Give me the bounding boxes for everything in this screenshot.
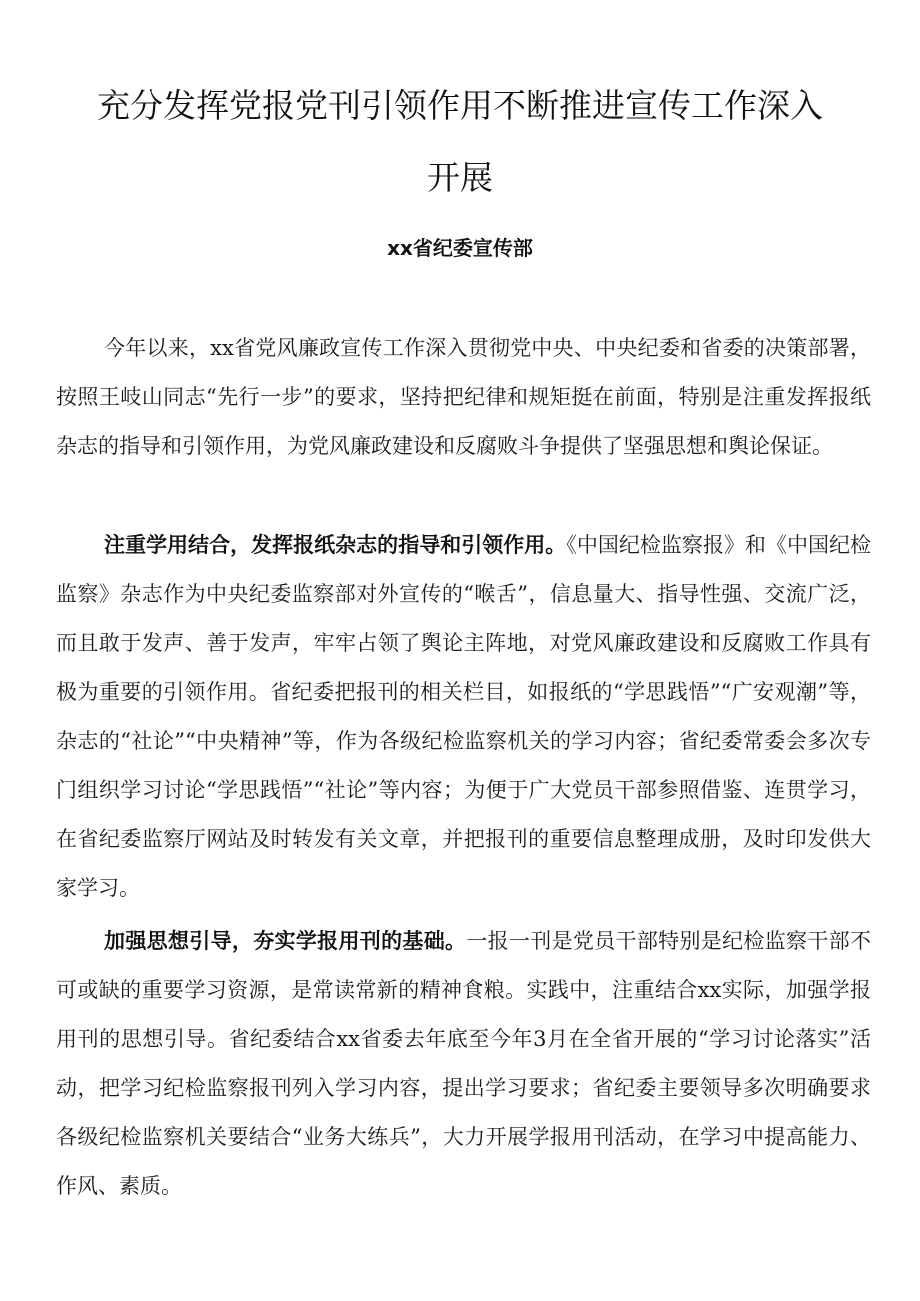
document-author: xx省纪委宣传部 — [387, 236, 533, 260]
paragraph-2 — [56, 521, 871, 913]
paragraph-lead: 注重学用结合，发挥报纸杂志的指导和引领作用。 — [104, 533, 567, 557]
document-title-line-2: 开展 — [427, 158, 493, 197]
paragraph-text: 《中国纪检监察报》和《中国纪检监察》杂志作为中央纪委监察部对外宣传的“喉舌”，信息量大、指导性强、交流广泛，而且敢于发声、善于发声，牢牢占领了舆论主阵地，对党风廉政建设和反腐败工作具有极为重要的引领作用。省纪委把报刊的相关栏目，如报纸的“学思践悟”“广安观潮”等，杂志的“社论”“中央精神”等，作为各级纪检监察机关的学习内容；省纪委常委会多次专门组织学习讨论“学思践悟”“社论”等内容；为便于广大党员干部参照借鉴、连贯学习，在省纪委监察厅网站及时转发有关文章，并把报刊的重要信息整理成册，及时印发供大家学习。 — [56, 533, 872, 900]
paragraph-text: 今年以来，xx省党风廉政宣传工作深入贯彻党中央、中央纪委和省委的决策部署，按照王岐山同志“先行一步”的要求，坚持把纪律和规矩挺在前面，特别是注重发挥报纸杂志的指导和引领作用，为党风廉政建设和反腐败斗争提供了坚强思想和舆论保证。 — [56, 336, 871, 458]
document-title-line-1: 充分发挥党报党刊引领作用不断推进宣传工作深入 — [97, 86, 823, 125]
paragraph-text-wrapper — [56, 917, 871, 1211]
paragraph-text-wrapper — [56, 521, 871, 913]
paragraph-text: 一报一刊是党员干部特别是纪检监察干部不可或缺的重要学习资源，是常读常新的精神食粮。实践中，注重结合xx实际，加强学报用刊的思想引导。省纪委结合xx省委去年底至今年3月在全省开展的“学习讨论落实”活动，把学习纪检监察报刊列入学习内容，提出学习要求；省纪委主要领导多次明确要求各级纪检监察机关要结合“业务大练兵”，大力开展学报用刊活动，在学习中提高能力、作风、素质。 — [56, 929, 871, 1198]
paragraph-3 — [56, 917, 871, 1211]
paragraph-lead: 加强思想引导，夯实学报用刊的基础。 — [104, 929, 467, 953]
paragraph-1 — [56, 324, 871, 471]
